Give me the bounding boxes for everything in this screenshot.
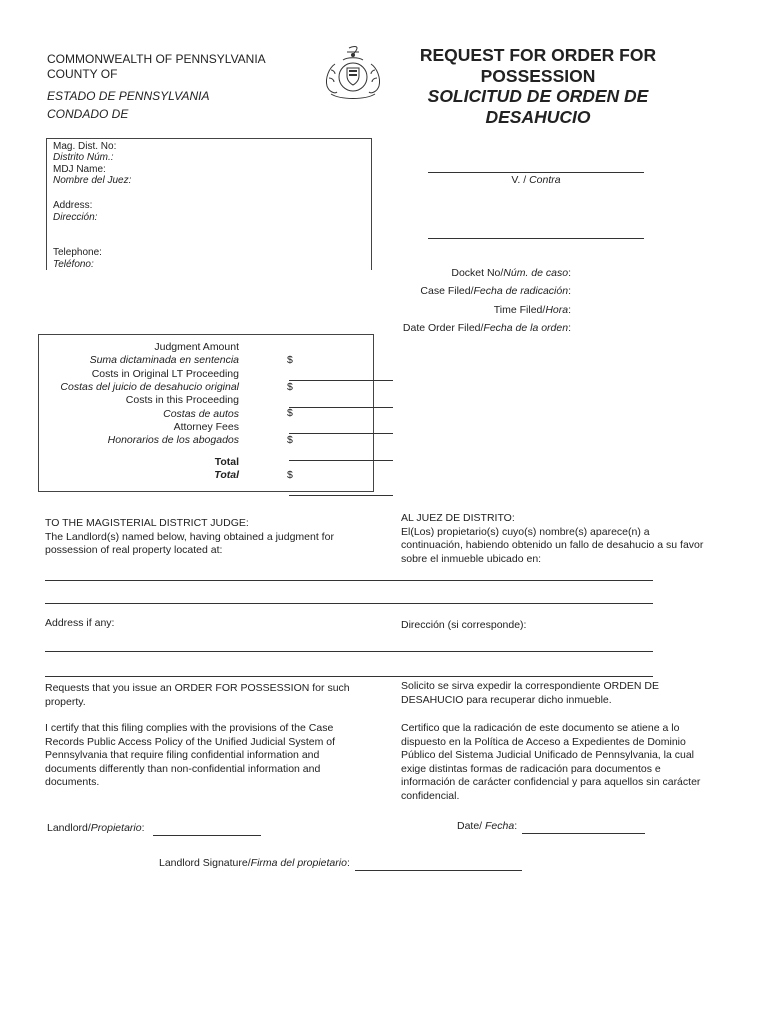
total-es-label: Total: [214, 469, 239, 482]
pennsylvania-seal-icon: [321, 44, 385, 100]
docket-label: Docket No/Núm. de caso:: [451, 267, 571, 279]
attorney-fees-label: Attorney Fees: [173, 420, 239, 433]
mag-dist-label: Mag. Dist. No:: [53, 141, 117, 152]
costs-es-label: Costas de autos: [163, 407, 239, 420]
date-order-label: Date Order Filed/Fecha de la orden:: [402, 322, 571, 335]
title-line-2: POSSESSION: [480, 65, 596, 86]
signature-input[interactable]: [355, 860, 522, 871]
telephone-label: Telephone:: [53, 247, 102, 258]
title-line-1: REQUEST FOR ORDER FOR: [419, 45, 657, 65]
property-line-1[interactable]: [45, 580, 653, 581]
total-label: Total: [214, 456, 239, 468]
telefono-label: Teléfono:: [53, 258, 94, 270]
costs-lt-label: Costs in Original LT Proceeding: [91, 367, 239, 380]
address-label: Address:: [53, 200, 93, 211]
al-juez-heading: AL JUEZ DE DISTRITO:: [401, 512, 515, 524]
to-judge-block: [45, 517, 350, 558]
total-field[interactable]: $: [287, 469, 393, 496]
al-juez-text: El(Los) propietario(s) cuyo(s) nombre(s) aparece(n) a continuación, habiendo obtenido un fallo de desahucio a su favor sobre el inmueble ubicado en:: [401, 525, 704, 565]
certify-text: I certify that this filing complies with the provisions of the Case Records Public Access Policy of the Unified Judicial System of Pennsylvania that require filing confidential information and documents differently than non-confidential information and documents.: [45, 722, 336, 788]
address-line-2[interactable]: [45, 676, 653, 677]
costs-label: Costs in this Proceeding: [125, 394, 239, 407]
nombre-juez-label: Nombre del Juez:: [53, 175, 132, 186]
certifico-text: Certifico que la radicación de este documento se atiene a lo dispuesto en la Política de Acceso a Expedientes de Dominio Público del Sistema Judicial Unificado de Pennsylvania, la cual exige distintas formas de radicación para documentos e información de carácter confidencial y para aquellos sin carácter confidencial.: [401, 722, 701, 802]
court-info-box: [46, 138, 372, 270]
costs-lt-field[interactable]: $: [287, 381, 393, 408]
case-filed-label: Case Filed/Fecha de radicación:: [420, 285, 571, 298]
to-judge-heading: TO THE MAGISTERIAL DISTRICT JUDGE:: [45, 517, 249, 529]
direccion-label: Dirección:: [53, 211, 98, 223]
attorney-fees-field[interactable]: $: [287, 434, 393, 461]
case-info: [403, 264, 571, 338]
direccion-si-label: Dirección (si corresponde):: [401, 619, 527, 631]
judgment-amount-es-label: Suma dictaminada en sentencia: [89, 354, 239, 367]
title-line-4: DESAHUCIO: [485, 106, 591, 127]
mdj-name-label: MDJ Name:: [53, 163, 106, 175]
judgment-amount-field[interactable]: $: [287, 354, 393, 381]
condado-label: CONDADO DE: [47, 106, 129, 121]
court-header: [47, 52, 266, 121]
form-title: [398, 45, 678, 127]
costs-field[interactable]: $: [287, 407, 393, 434]
date-input[interactable]: [522, 823, 645, 834]
defendant-line[interactable]: [428, 238, 644, 239]
versus-label: V. / Contra: [511, 174, 561, 186]
attorney-fees-es-label: Honorarios de los abogados: [107, 434, 239, 447]
plaintiff-line[interactable]: [428, 172, 644, 173]
address-if-any-label: Address if any:: [45, 617, 115, 629]
judgment-box: [38, 334, 374, 492]
requests-text: Requests that you issue an ORDER FOR POSSESSION for such property.: [45, 682, 350, 708]
landlord-input[interactable]: [153, 825, 261, 836]
date-field: Date/ Fecha:: [457, 820, 645, 834]
county-label: COUNTY OF: [47, 66, 118, 81]
solicito-text: Solicito se sirva expedir la correspondiente ORDEN DE DESAHUCIO para recuperar dicho inmueble.: [401, 680, 659, 706]
commonwealth-label: COMMONWEALTH OF PENNSYLVANIA: [47, 52, 266, 66]
time-filed-label: Time Filed/Hora:: [493, 303, 571, 316]
address-line-1[interactable]: [45, 651, 653, 652]
judgment-amount-label: Judgment Amount: [154, 341, 239, 353]
costs-lt-es-label: Costas del juicio de desahucio original: [60, 380, 239, 393]
property-line-2[interactable]: [45, 603, 653, 604]
estado-label: ESTADO DE PENNSYLVANIA: [47, 89, 210, 103]
landlord-field: Landlord/Propietario:: [47, 822, 261, 836]
title-line-3: SOLICITUD DE ORDEN DE: [427, 86, 649, 106]
to-judge-text: The Landlord(s) named below, having obtained a judgment for possession of real property located at:: [45, 530, 334, 556]
al-juez-block: [401, 512, 706, 566]
distrito-label: Distrito Núm.:: [53, 152, 114, 163]
signature-field: Landlord Signature/Firma del propietario:: [159, 857, 522, 871]
